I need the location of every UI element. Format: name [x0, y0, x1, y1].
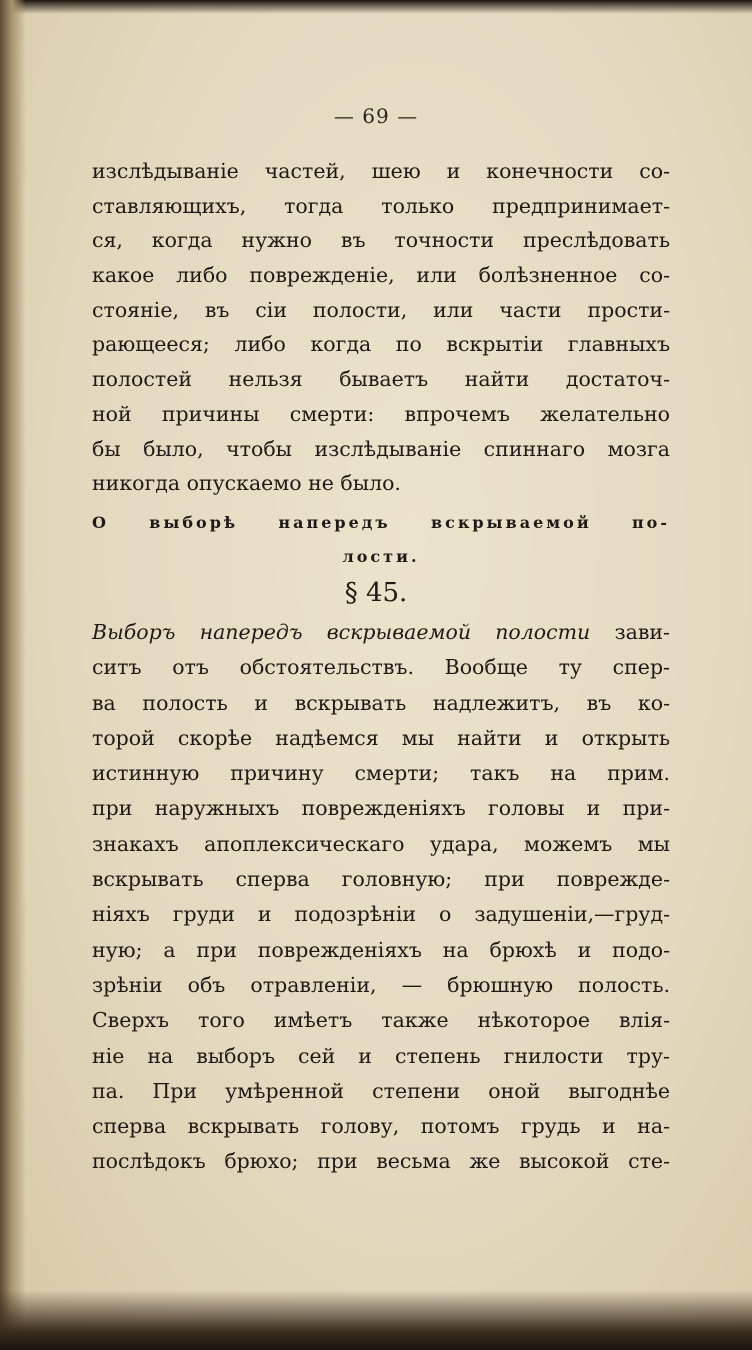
heading-line-2: лости.	[342, 547, 420, 566]
page-binding-edge	[0, 0, 26, 1350]
text-line: рающееся; либо когда по вскрытіи главныхъ	[92, 332, 670, 357]
text-line: ситъ отъ обстоятельствъ. Вообще ту спер-	[92, 655, 670, 680]
paragraph-1	[92, 154, 670, 501]
text-line: зрѣніи объ отравленіи, — брюшную полость.	[92, 972, 670, 997]
section-heading	[92, 506, 670, 574]
text-line: торой скорѣе надѣемся мы найти и открыть	[92, 725, 670, 750]
text-line: па. При умѣренной степени оной выгоднѣе	[92, 1078, 670, 1103]
text-line: полостей нельзя бываетъ найти достаточ-	[92, 367, 670, 392]
text-line: ной причины смерти: впрочемъ желательно	[92, 401, 670, 426]
text-line: ва полость и вскрывать надлежитъ, въ ко-	[92, 690, 670, 715]
text-line: какое либо поврежденіе, или болѣзненное со-	[92, 263, 670, 288]
text-line: изслѣдываніе частей, шею и конечности со-	[92, 159, 670, 183]
page-bottom-edge	[0, 1290, 752, 1350]
text-line: бы было, чтобы изслѣдываніе спиннаго мозга	[92, 436, 670, 461]
page-top-shadow	[0, 0, 752, 14]
text-line: ніяхъ груди и подозрѣніи о задушеніи,—груд-	[92, 902, 670, 927]
text-line: ную; а при поврежденіяхъ на брюхѣ и подо-	[92, 937, 670, 962]
text-line: знакахъ апоплексическаго удара, можемъ мы	[92, 831, 670, 856]
text-line: ніе на выборъ сей и степень гнилости тру-	[92, 1043, 670, 1068]
text-line: никогда опускаемо не было.	[92, 471, 401, 496]
text-line: сперва вскрывать голову, потомъ грудь и на-	[92, 1114, 670, 1139]
text-line: вскрывать сперва головную; при поврежде-	[92, 867, 670, 892]
heading-line-1: О выборѣ напередъ вскрываемой по-	[92, 513, 670, 532]
text-line: послѣдокъ брюхо; при весьма же высокой сте-	[92, 1149, 670, 1174]
section-number: § 45.	[344, 578, 408, 608]
paragraph-2	[92, 615, 670, 1180]
text-line: ставляющихъ, тогда только предпринимает-	[92, 193, 670, 218]
text-line: ся, когда нужно въ точности преслѣдовать	[92, 228, 670, 253]
page-number: — 69 —	[333, 104, 419, 128]
text-line: Сверхъ того имѣетъ также нѣкоторое влія-	[92, 1008, 670, 1033]
text-line-first	[92, 615, 670, 650]
text-line: стояніе, въ сіи полости, или части прости-	[92, 297, 670, 322]
italic-phrase: Выборъ напередъ вскрываемой полости	[92, 620, 591, 644]
first-line-rest: зави-	[590, 620, 670, 644]
text-line: истинную причину смерти; такъ на прим.	[92, 761, 670, 786]
text-line: при наружныхъ поврежденіяхъ головы и при-	[92, 796, 670, 821]
